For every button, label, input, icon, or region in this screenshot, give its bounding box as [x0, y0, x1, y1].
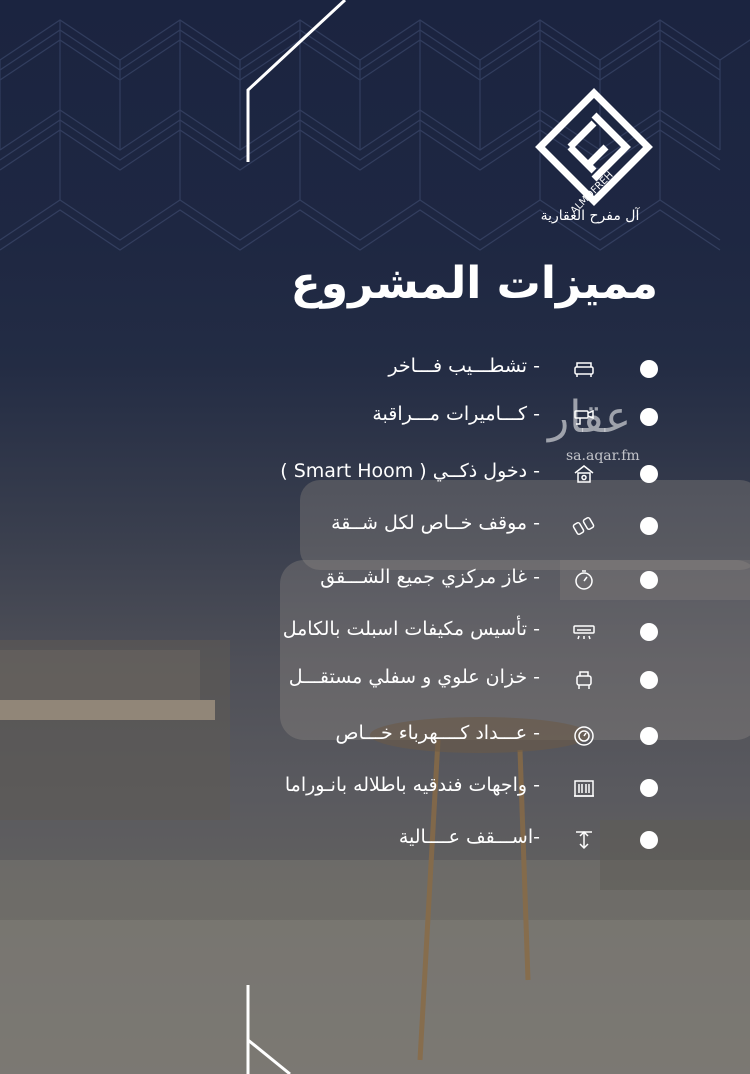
- feature-text: - عـــداد كــــهرباء خـــاص: [335, 722, 540, 744]
- feature-text: - تشطـــيب فـــاخر: [388, 355, 540, 377]
- list-item: [230, 771, 670, 805]
- feature-text: - كـــاميرات مـــراقبة: [372, 403, 540, 425]
- list-item: [230, 719, 670, 753]
- feature-text: - موقف خــاص لكل شــقة: [331, 512, 540, 534]
- list-item: [230, 563, 670, 597]
- bullet-icon: [640, 465, 658, 483]
- aqar-watermark-url: sa.aqar.fm: [566, 448, 640, 464]
- bullet-icon: [640, 727, 658, 745]
- bullet-icon: [640, 517, 658, 535]
- list-item: [230, 352, 670, 386]
- bullet-icon: [640, 831, 658, 849]
- sofa-icon: [572, 357, 596, 381]
- building-facade-icon: [572, 776, 596, 800]
- feature-text: - غاز مركزي جميع الشـــقق: [320, 566, 540, 588]
- water-tank-icon: [572, 668, 596, 692]
- list-item: [230, 509, 670, 543]
- feature-text: - واجهات فندقيه باطلاله بانـوراما: [284, 774, 540, 796]
- feature-text: - تأسيس مكيفات اسبلت بالكامل: [282, 618, 540, 640]
- page-title: مميزات المشروع: [290, 258, 658, 309]
- bullet-icon: [640, 779, 658, 797]
- smart-home-icon: [572, 462, 596, 486]
- gas-meter-icon: [572, 568, 596, 592]
- bullet-icon: [640, 671, 658, 689]
- brand-name: آل مفرح العقارية: [540, 208, 640, 224]
- ceiling-icon: [572, 828, 596, 852]
- list-item: [230, 663, 670, 697]
- logo-wordmark: ALMOFREH: [568, 169, 616, 217]
- list-item: [230, 823, 670, 857]
- air-conditioner-icon: [572, 620, 596, 644]
- bullet-icon: [640, 408, 658, 426]
- bullet-icon: [640, 360, 658, 378]
- feature-text: -اســـقف عــــالية: [398, 826, 540, 848]
- aqar-watermark: عقار: [548, 392, 632, 443]
- list-item: [230, 615, 670, 649]
- feature-text: - خزان علوي و سفلي مستقـــل: [288, 666, 540, 688]
- electric-meter-icon: [572, 724, 596, 748]
- parking-icon: [572, 514, 596, 538]
- bullet-icon: [640, 623, 658, 641]
- feature-text: - دخول ذكــي ( Smart Hoom ): [280, 460, 540, 482]
- bullet-icon: [640, 571, 658, 589]
